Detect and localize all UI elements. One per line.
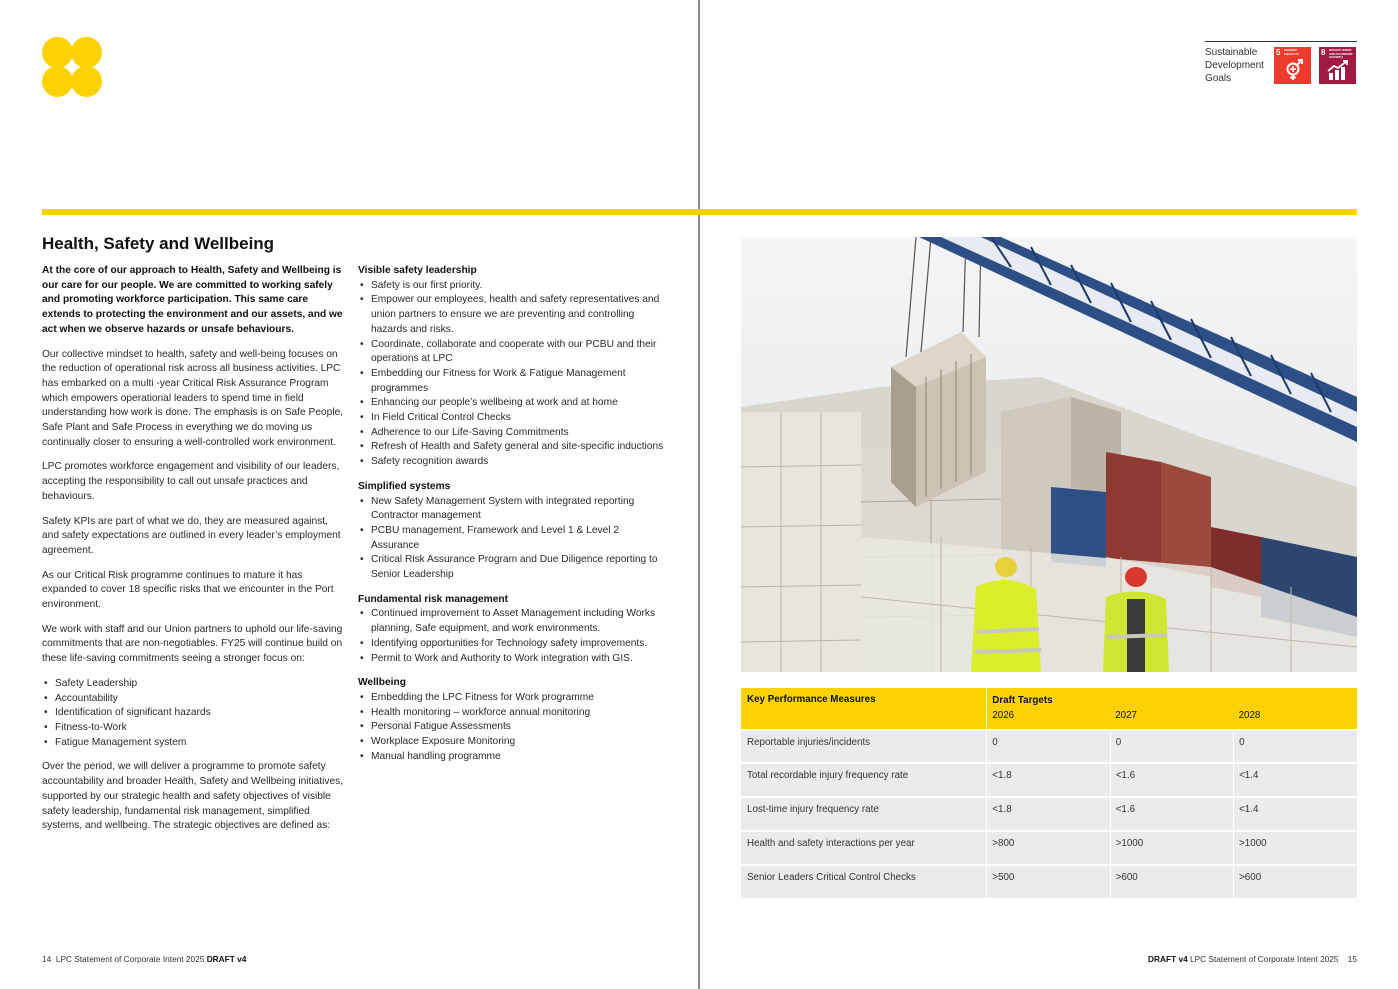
kpi-header-row xyxy=(741,688,1357,708)
section-heading: Wellbeing xyxy=(358,677,406,689)
body-paragraph: We work with staff and our Union partners to uphold our life-saving commitments that are non-negotiables. FY25 will continue build on these life-saving commitments seeing a stronger focus on: xyxy=(42,623,343,665)
kpi-measure: Reportable injuries/incidents xyxy=(747,737,871,748)
list-item: • Embedding the LPC Fitness for Work programme xyxy=(358,691,668,706)
kpi-value: <1.8 xyxy=(992,804,1012,815)
table-row xyxy=(741,730,1357,763)
kpi-value: >1000 xyxy=(1115,838,1144,849)
kpi-table xyxy=(741,688,1357,898)
objective-list xyxy=(358,495,668,583)
objective-list xyxy=(358,279,668,470)
list-item: • Identifying opportunities for Technology safety improvements. xyxy=(358,637,668,652)
page-title: Health, Safety and Wellbeing xyxy=(42,234,275,253)
kpi-value: <1.4 xyxy=(1239,770,1259,781)
body-paragraph: As our Critical Risk programme continues to mature it has expanded to cover 18 specific risks that we encounter in the Port environment. xyxy=(42,569,334,611)
kpi-value: >500 xyxy=(992,872,1015,883)
table-row xyxy=(741,831,1357,865)
intro-paragraph: At the core of our approach to Health, Safety and Wellbeing is our care for our people. We are committed to working safely and promoting workforce participation. This same care extends to protecting the environment and our assets, and we act when we observe hazards or unsafe behaviours. xyxy=(42,265,343,335)
kpi-value: 0 xyxy=(1115,737,1122,748)
kpi-measure: Senior Leaders Critical Control Checks xyxy=(747,872,916,883)
list-item: • Accountability xyxy=(42,692,344,707)
list-item: • Personal Fatigue Assessments xyxy=(358,720,668,735)
page-number: 15 xyxy=(1347,954,1357,964)
kpi-value: <1.4 xyxy=(1239,804,1259,815)
list-item: • New Safety Management System with integrated reporting Contractor management xyxy=(358,495,668,524)
kpi-value: <1.8 xyxy=(992,770,1012,781)
kpi-value: <1.6 xyxy=(1115,770,1136,781)
kpi-value: 0 xyxy=(992,737,998,748)
page-number: 14 xyxy=(42,954,52,964)
lpc-logo xyxy=(42,37,102,97)
list-item: • Adherence to our Life-Saving Commitments xyxy=(358,426,668,441)
objective-list xyxy=(358,607,668,666)
kpi-value: <1.6 xyxy=(1115,804,1136,815)
section-heading: Simplified systems xyxy=(358,480,451,492)
sdg-goal-5-tile: 5 GENDER EQUALITY xyxy=(1274,47,1311,84)
footer-left xyxy=(42,954,246,964)
table-row xyxy=(741,763,1357,797)
list-item: • Safety Leadership xyxy=(42,677,344,692)
kpi-measures-header: Key Performance Measures xyxy=(741,688,987,730)
list-item: • Workplace Exposure Monitoring xyxy=(358,735,668,750)
sdg-label: Sustainable Development Goals xyxy=(1205,47,1264,84)
objective-list xyxy=(358,691,668,765)
list-item: • Fatigue Management system xyxy=(42,736,344,751)
kpi-measure: Health and safety interactions per year xyxy=(747,838,915,849)
list-item: • Refresh of Health and Safety general and site-specific inductions xyxy=(358,440,668,455)
kpi-value: >600 xyxy=(1239,872,1262,883)
sdg-goal-8-tile: 8 DECENT WORK AND ECONOMIC GROWTH xyxy=(1319,47,1356,84)
kpi-value: >800 xyxy=(992,838,1015,849)
economic-growth-icon xyxy=(1327,59,1349,81)
list-item: • Critical Risk Assurance Program and Due Diligence reporting to Senior Leadership xyxy=(358,553,668,582)
body-paragraph: LPC promotes workforce engagement and visibility of our leaders, accepting the responsibility to call out unsafe practices and behaviours. xyxy=(42,461,340,502)
section-heading: Visible safety leadership xyxy=(358,265,477,276)
list-item: • PCBU management, Framework and Level 1 & Level 2 Assurance xyxy=(358,524,668,553)
list-item: • Embedding our Fitness for Work & Fatigue Management programmes xyxy=(358,367,668,396)
list-item: • Health monitoring – workforce annual monitoring xyxy=(358,706,668,721)
kpi-value: >1000 xyxy=(1239,838,1267,849)
section-heading: Fundamental risk management xyxy=(358,593,509,605)
draft-label: DRAFT v4 xyxy=(206,954,247,964)
year-header: 2027 xyxy=(1115,710,1137,721)
port-containers-photo xyxy=(741,237,1357,672)
list-item: • Manual handling programme xyxy=(358,750,668,765)
list-item: • Continued improvement to Asset Management including Works planning, Safe equipment, and work environments. xyxy=(358,607,668,636)
list-item: • Safety is our first priority. xyxy=(358,279,668,294)
body-paragraph: Safety KPIs are part of what we do, they are measured against, and safety expectations are outlined in every leader’s employment agreement. xyxy=(42,515,341,556)
list-item: • Coordinate, collaborate and cooperate with our PCBU and their operations at LPC xyxy=(358,338,668,367)
body-paragraph: Our collective mindset to health, safety and well-being focuses on the reduction of operational risk across all business activities. LPC has embarked on a multi -year Critical Risk Assurance Program which empowers operational leaders to spend time in field understanding how work is done. The emphasis is on Safe People, Safe Plant and Safe Process in everything we do moving us continually closer to ensuring a well-controlled work environment. xyxy=(42,348,344,448)
footer-doc-title: LPC Statement of Corporate Intent 2025 xyxy=(1190,954,1339,964)
list-item: • Safety recognition awards xyxy=(358,455,668,470)
sdg-rule xyxy=(1205,41,1357,42)
kpi-value: >600 xyxy=(1115,872,1138,883)
year-header: 2026 xyxy=(992,710,1015,721)
year-header: 2028 xyxy=(1238,710,1261,721)
page-spread-divider xyxy=(698,0,700,989)
kpi-measure: Lost-time injury frequency rate xyxy=(747,804,879,815)
focus-list xyxy=(42,677,344,751)
footer-right xyxy=(1148,954,1357,964)
list-item: • In Field Critical Control Checks xyxy=(358,411,668,426)
section-rule xyxy=(42,209,1357,215)
list-item: • Enhancing our people’s wellbeing at work and at home xyxy=(358,396,668,411)
left-text-column xyxy=(42,264,344,844)
gender-equality-icon xyxy=(1282,59,1304,81)
kpi-measure: Total recordable injury frequency rate xyxy=(747,770,909,781)
list-item: • Fitness-to-Work xyxy=(42,721,344,736)
footer-doc-title: LPC Statement of Corporate Intent 2025 xyxy=(55,954,205,964)
objectives-column xyxy=(358,264,668,775)
list-item: • Empower our employees, health and safety representatives and union partners to ensure we are preventing and controlling hazards and risks. xyxy=(358,293,668,337)
draft-label: DRAFT v4 xyxy=(1148,954,1188,964)
list-item: • Permit to Work and Authority to Work integration with GIS. xyxy=(358,652,668,667)
table-row xyxy=(741,797,1357,831)
closing-paragraph: Over the period, we will deliver a programme to promote safety accountability and broader Health, Safety and Wellbeing initiatives, supported by our strategic health and safety objectives of visible safety leadership, fundamental risk management, simplified systems, and wellbeing. The strategic objectives are defined as: xyxy=(42,761,344,832)
kpi-value: 0 xyxy=(1239,737,1245,748)
table-row xyxy=(741,865,1357,898)
kpi-targets-header: Draft Targets xyxy=(992,695,1053,706)
list-item: • Identification of significant hazards xyxy=(42,706,344,721)
